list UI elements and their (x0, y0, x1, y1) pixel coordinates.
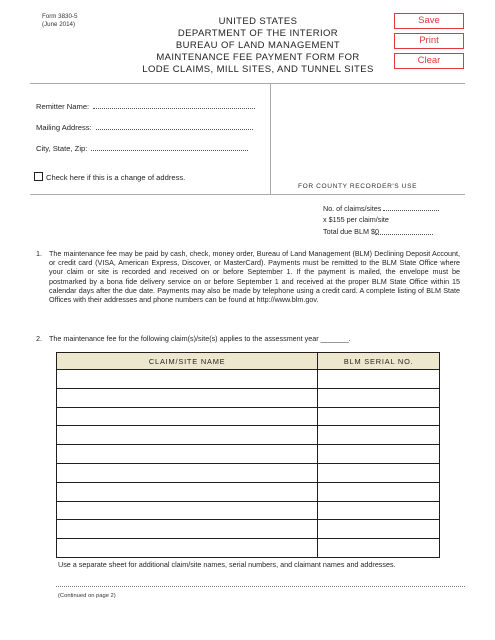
serial-no-cell[interactable] (318, 501, 440, 520)
claim-name-cell[interactable] (57, 501, 318, 520)
claim-name-cell[interactable] (57, 407, 318, 426)
paragraph-2-number: 2. (36, 334, 42, 343)
form-number: Form 3830-5 (42, 13, 78, 20)
serial-no-cell[interactable] (318, 426, 440, 445)
table-row (57, 426, 440, 445)
serial-no-cell[interactable] (318, 463, 440, 482)
claim-name-cell[interactable] (57, 539, 318, 558)
table-row (57, 520, 440, 539)
additional-sheet-note: Use a separate sheet for additional claim/site names, serial numbers, and claimant names and addresses. (58, 560, 396, 569)
serial-no-cell[interactable] (318, 388, 440, 407)
rate-label: x $155 per claim/site (323, 215, 389, 224)
vertical-divider (270, 83, 271, 194)
claim-name-cell[interactable] (57, 520, 318, 539)
claim-name-cell[interactable] (57, 445, 318, 464)
claims-count-row (323, 203, 439, 213)
serial-no-cell[interactable] (318, 370, 440, 389)
paragraph-2-text: The maintenance fee for the following claim(s)/site(s) applies to the assessment year _______. (49, 334, 351, 343)
table-header-row (57, 353, 440, 370)
continued-note: (Continued on page 2) (58, 593, 116, 599)
paragraph-2 (36, 334, 460, 343)
claim-name-cell[interactable] (57, 370, 318, 389)
total-label: Total due BLM $ (323, 227, 375, 236)
save-button[interactable]: Save (394, 13, 464, 29)
total-row (323, 227, 433, 236)
table-row (57, 445, 440, 464)
footer-divider (56, 586, 465, 587)
city-state-zip-row (36, 143, 248, 153)
table-row (57, 370, 440, 389)
recorder-use-label: FOR COUNTY RECORDER'S USE (298, 183, 418, 190)
remitter-name-row (36, 101, 255, 111)
mailing-address-field[interactable] (96, 122, 253, 130)
serial-no-header: BLM SERIAL NO. (318, 353, 440, 370)
claims-table (56, 352, 440, 558)
serial-no-cell[interactable] (318, 407, 440, 426)
heading-line-2: DEPARTMENT OF THE INTERIOR (177, 28, 339, 39)
claim-name-cell[interactable] (57, 426, 318, 445)
serial-no-cell[interactable] (318, 482, 440, 501)
serial-no-cell[interactable] (318, 520, 440, 539)
rate-row (323, 215, 389, 224)
remitter-name-field[interactable] (93, 101, 255, 109)
claim-name-cell[interactable] (57, 388, 318, 407)
mailing-address-row (36, 122, 253, 132)
change-address-checkbox[interactable] (34, 172, 43, 181)
print-button[interactable]: Print (394, 33, 464, 49)
table-row (57, 501, 440, 520)
heading-line-3: BUREAU OF LAND MANAGEMENT (175, 40, 341, 51)
paragraph-1-number: 1. (36, 249, 42, 258)
table-row (57, 463, 440, 482)
heading-line-4: MAINTENANCE FEE PAYMENT FORM FOR (156, 52, 360, 63)
table-row (57, 388, 440, 407)
form-date: (June 2014) (42, 21, 76, 28)
claims-count-label: No. of claims/sites (323, 204, 382, 213)
city-state-zip-field[interactable] (91, 143, 248, 151)
heading-line-1: UNITED STATES (218, 16, 298, 27)
total-value: 0 (375, 227, 433, 235)
form-identifier (42, 13, 77, 29)
serial-no-cell[interactable] (318, 445, 440, 464)
claim-name-cell[interactable] (57, 463, 318, 482)
claim-name-header: CLAIM/SITE NAME (57, 353, 318, 370)
mailing-address-label: Mailing Address: (36, 123, 92, 132)
city-state-zip-label: City, State, Zip: (36, 144, 88, 153)
table-row (57, 539, 440, 558)
paragraph-1 (36, 249, 460, 304)
paragraph-1-text: The maintenance fee may be paid by cash, check, money order, Bureau of Land Management (BLM) Declining Deposit Account, or credit card (VISA, American Express, Discover, or MasterCard). Payments must be remitted to the BLM State Office where your claim or site is recorded and received on or before September 1. If the payment is mailed, the envelope must be postmarked by a bona fide delivery service on or before September 1 and received at the proper BLM State Office within 15 calendar days after the due date. Payments may also be made by telephone using a credit card. A complete listing of BLM State Offices with their addresses and phone numbers can be found at http://www.blm.gov. (49, 249, 460, 305)
claims-count-field[interactable] (383, 203, 439, 211)
table-row (57, 407, 440, 426)
serial-no-cell[interactable] (318, 539, 440, 558)
heading-line-5: LODE CLAIMS, MILL SITES, AND TUNNEL SITES (142, 64, 374, 75)
change-address-label: Check here if this is a change of address. (46, 173, 186, 182)
claim-name-cell[interactable] (57, 482, 318, 501)
form-heading (110, 16, 406, 76)
table-row (57, 482, 440, 501)
clear-button[interactable]: Clear (394, 53, 464, 69)
middle-divider (30, 194, 465, 195)
top-divider (30, 83, 465, 84)
remitter-name-label: Remitter Name: (36, 102, 90, 111)
